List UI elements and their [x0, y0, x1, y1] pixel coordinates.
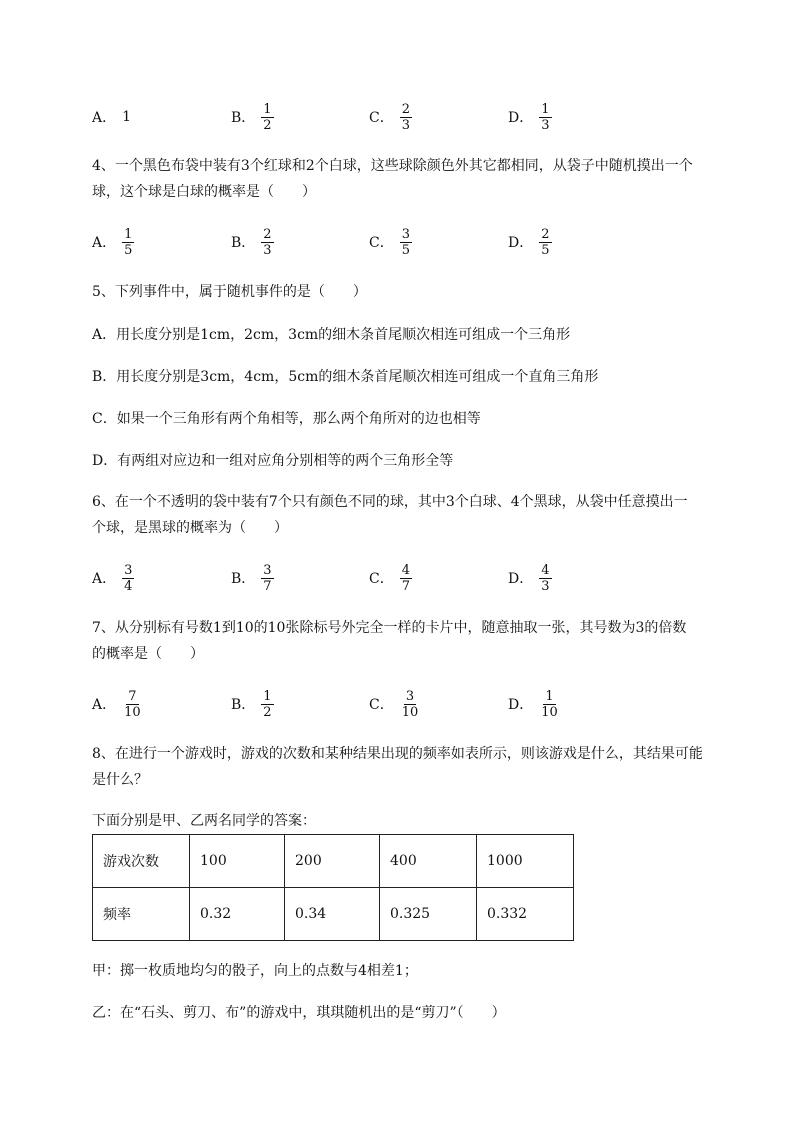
q4-options	[92, 222, 712, 262]
q3-option-d[interactable]	[508, 97, 552, 137]
fraction	[122, 689, 143, 720]
q6-option-a[interactable]	[92, 558, 134, 598]
denominator: 10	[541, 704, 558, 720]
fraction	[539, 102, 551, 133]
denominator: 2	[263, 704, 272, 720]
q3-option-a[interactable]	[92, 97, 131, 137]
q6-options	[92, 558, 712, 598]
option-label: A．	[92, 697, 117, 713]
q3-options	[92, 97, 712, 137]
q3-option-b[interactable]	[231, 97, 274, 137]
option-label: B．	[231, 571, 256, 587]
table-cell: 频率	[93, 888, 190, 941]
fraction	[261, 689, 273, 720]
fraction	[261, 102, 273, 133]
q7-options	[92, 684, 712, 724]
frequency-table	[92, 834, 574, 941]
numerator: 3	[401, 226, 410, 242]
q4-option-a[interactable]	[92, 222, 134, 262]
q7-option-a[interactable]	[92, 684, 143, 724]
denominator: 10	[401, 704, 419, 720]
numerator: 2	[263, 226, 272, 242]
numerator: 1	[545, 688, 554, 704]
denominator: 3	[541, 578, 550, 594]
option-label: D．	[508, 110, 534, 126]
numerator: 1	[124, 226, 133, 242]
q7-option-c[interactable]	[369, 684, 420, 724]
q4-option-d[interactable]	[508, 222, 552, 262]
table-row	[93, 835, 574, 888]
option-label: C．	[369, 110, 394, 126]
denominator: 2	[263, 117, 272, 133]
option-label: C．	[369, 571, 394, 587]
denominator: 10	[124, 704, 141, 720]
denominator: 4	[124, 578, 133, 594]
fraction	[539, 227, 551, 258]
denominator: 3	[263, 242, 272, 258]
q6-option-d[interactable]	[508, 558, 552, 598]
q5-stem: 5、下列事件中，属于随机事件的是（ ）	[92, 284, 367, 300]
q3-option-c[interactable]	[369, 97, 412, 137]
fraction	[261, 563, 273, 594]
q4-stem-line2: 球，这个球是白球的概率是（ ）	[92, 184, 316, 200]
numerator: 3	[263, 562, 272, 578]
numerator: 4	[401, 562, 410, 578]
option-label: B．	[231, 235, 256, 251]
table-cell: 1000	[477, 835, 574, 888]
fraction	[400, 102, 412, 133]
fraction	[539, 689, 560, 720]
numerator: 1	[541, 101, 550, 117]
q6-stem-line2: 个球，是黑球的概率为（ ）	[92, 520, 288, 536]
q6-option-b[interactable]	[231, 558, 274, 598]
denominator: 3	[541, 117, 550, 133]
fraction	[400, 689, 421, 720]
q7-option-b[interactable]	[231, 684, 274, 724]
numerator: 4	[541, 562, 550, 578]
numerator: 2	[541, 226, 550, 242]
denominator: 5	[124, 242, 133, 258]
q4-option-c[interactable]	[369, 222, 412, 262]
q6-option-c[interactable]	[369, 558, 412, 598]
table-row	[93, 888, 574, 941]
numerator: 3	[405, 688, 415, 704]
numerator: 1	[263, 101, 272, 117]
fraction	[539, 563, 551, 594]
fraction	[122, 563, 134, 594]
option-value: 1	[122, 109, 132, 125]
option-label: A．	[92, 235, 117, 251]
table-cell: 0.332	[477, 888, 574, 941]
denominator: 3	[401, 117, 410, 133]
table-cell: 400	[380, 835, 477, 888]
q8-answer-yi: 乙：在“石头、剪刀、布”的游戏中，琪琪随机出的是“剪刀”（ ）	[92, 1005, 506, 1021]
denominator: 7	[401, 578, 410, 594]
option-label: B．	[231, 697, 256, 713]
table-cell: 游戏次数	[93, 835, 190, 888]
q7-option-d[interactable]	[508, 684, 560, 724]
q5-option-d[interactable]: D．有两组对应边和一组对应角分别相等的两个三角形全等	[92, 453, 454, 469]
q4-option-b[interactable]	[231, 222, 274, 262]
numerator: 7	[128, 688, 137, 704]
fraction	[122, 227, 134, 258]
q7-stem-line2: 的概率是（ ）	[92, 646, 204, 662]
fraction	[261, 227, 273, 258]
table-cell: 200	[285, 835, 380, 888]
denominator: 5	[401, 242, 410, 258]
option-label: D．	[508, 571, 534, 587]
option-label: D．	[508, 235, 534, 251]
option-label: A．	[92, 110, 117, 126]
numerator: 3	[124, 562, 133, 578]
table-cell: 0.325	[380, 888, 477, 941]
q8-intro: 下面分别是甲、乙两名同学的答案：	[92, 813, 316, 829]
option-label: C．	[369, 235, 394, 251]
q5-option-a[interactable]: A．用长度分别是1cm，2cm，3cm的细木条首尾顺次相连可组成一个三角形	[92, 327, 571, 343]
option-label: A．	[92, 571, 117, 587]
q5-option-c[interactable]: C．如果一个三角形有两个角相等，那么两个角所对的边也相等	[92, 411, 481, 427]
denominator: 5	[541, 242, 550, 258]
table-cell: 100	[190, 835, 285, 888]
table-cell: 0.34	[285, 888, 380, 941]
q6-stem-line1: 6、在一个不透明的袋中装有7个只有颜色不同的球，其中3个白球、4个黑球，从袋中任意摸出一	[92, 494, 688, 510]
option-label: D．	[508, 697, 534, 713]
q7-stem-line1: 7、从分别标有号数1到10的10张除标号外完全一样的卡片中，随意抽取一张，其号数为3的倍数	[92, 620, 687, 636]
table-cell: 0.32	[190, 888, 285, 941]
fraction	[400, 227, 412, 258]
option-label: B．	[231, 110, 256, 126]
fraction	[400, 563, 412, 594]
q8-stem-line2: 是什么？	[92, 772, 148, 788]
denominator: 7	[263, 578, 272, 594]
option-label: C．	[369, 697, 394, 713]
q8-stem-line1: 8、在进行一个游戏时，游戏的次数和某种结果出现的频率如表所示，则该游戏是什么，其结果可能	[92, 746, 703, 762]
q8-answer-jia: 甲：掷一枚质地均匀的骰子，向上的点数与4相差1；	[92, 963, 418, 979]
numerator: 2	[401, 101, 410, 117]
numerator: 1	[263, 688, 272, 704]
q5-option-b[interactable]: B．用长度分别是3cm，4cm，5cm的细木条首尾顺次相连可组成一个直角三角形	[92, 369, 599, 385]
q4-stem-line1: 4、一个黑色布袋中装有3个红球和2个白球，这些球除颜色外其它都相同，从袋子中随机摸出一个	[92, 158, 693, 174]
